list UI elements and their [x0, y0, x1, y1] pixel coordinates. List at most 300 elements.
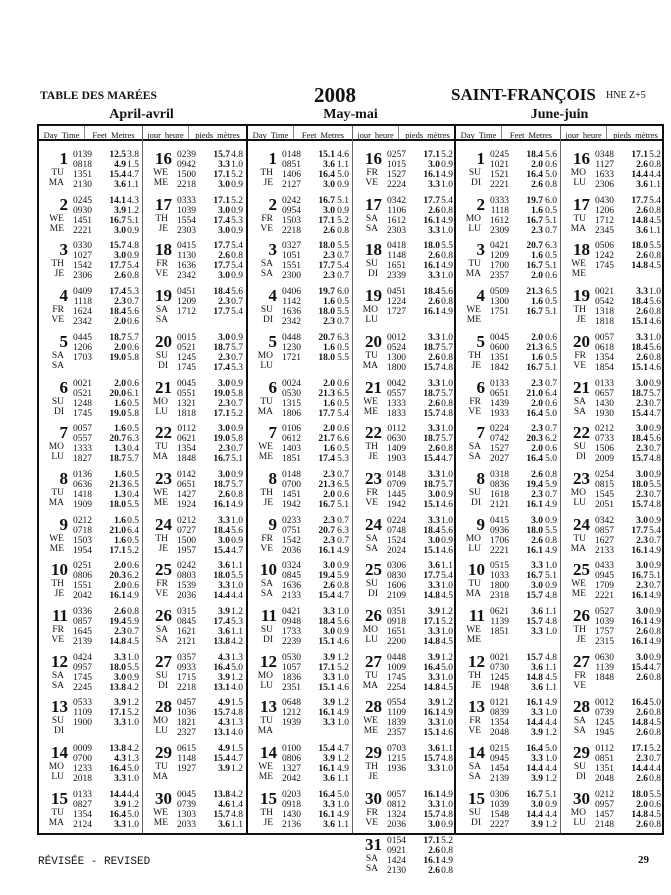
weekday-fr: LU	[51, 772, 64, 783]
day-number: 10	[468, 560, 485, 580]
tide-metres: 1.1	[545, 607, 557, 617]
tide-metres: 0.8	[441, 845, 453, 856]
tide-time: 1457	[595, 809, 614, 820]
day-entry	[248, 421, 352, 473]
day-number: 20	[155, 331, 172, 351]
tide-time: 2224	[387, 180, 406, 190]
tide-row	[588, 637, 661, 647]
tide-metres: 4.5	[649, 809, 661, 820]
tide-feet: 16.4	[526, 454, 543, 465]
header-time: heure	[374, 130, 394, 140]
tide-metres: 5.1	[337, 499, 349, 510]
day-number: 17	[573, 194, 590, 214]
tide-time: 1542	[73, 261, 92, 272]
tide-time: 1209	[177, 297, 196, 308]
weekday-en: TH	[260, 168, 273, 178]
tide-metres: 0.7	[649, 754, 661, 765]
tide-feet: 16.1	[423, 261, 440, 272]
tide-metres: 0.6	[127, 561, 139, 572]
tide-metres: 0.6	[337, 378, 349, 389]
tide-feet: 3.0	[636, 424, 648, 435]
month-block	[39, 126, 246, 833]
weekday-fr: LU	[51, 452, 64, 463]
tide-row	[380, 500, 453, 510]
tide-time: 1333	[73, 444, 92, 455]
tide-time: 2309	[490, 225, 509, 236]
tide-metres: 4.9	[545, 499, 557, 510]
tide-metres: 1.1	[649, 180, 661, 190]
tide-feet: 17.1	[631, 150, 648, 160]
tide-metres: 5.6	[127, 307, 139, 318]
tide-feet: 3.6	[323, 819, 335, 830]
tide-time: 0818	[73, 160, 92, 170]
tide-feet: 3.3	[428, 225, 440, 236]
tide-row	[170, 500, 243, 510]
tide-row	[380, 170, 453, 180]
tide-row	[170, 663, 243, 673]
tide-row	[380, 790, 453, 800]
weekday-en: WE	[258, 442, 273, 453]
tide-time: 0851	[595, 754, 614, 765]
tide-row	[588, 764, 661, 774]
tide-time: 1039	[177, 205, 196, 216]
tide-time: 1727	[387, 307, 406, 318]
tide-time: 0615	[177, 744, 196, 755]
tide-row	[275, 683, 349, 693]
tide-feet: 17.4	[213, 215, 230, 226]
tide-row	[483, 698, 557, 708]
tide-time: 1733	[282, 627, 301, 637]
weekday-en: WE	[571, 259, 586, 270]
header-day: Day	[43, 130, 58, 140]
tide-feet: 16.1	[631, 545, 648, 556]
day-entry	[248, 695, 352, 747]
tide-time: 1633	[595, 170, 614, 180]
header-day: Day	[460, 130, 475, 140]
weekday-en: TU	[573, 213, 586, 224]
weekday-en: TH	[365, 762, 378, 773]
tide-time: 1745	[73, 672, 92, 683]
tide-metres: 1.0	[441, 378, 453, 389]
tide-feet: 16.4	[423, 662, 440, 673]
tide-time: 2036	[387, 819, 406, 830]
tide-row	[483, 399, 557, 409]
tide-row	[275, 379, 349, 389]
tide-row	[588, 790, 661, 800]
tide-metres: 0.7	[231, 398, 243, 409]
tide-time: 1206	[595, 205, 614, 216]
tide-feet: 3.3	[218, 581, 230, 592]
weekday-fr: VE	[573, 360, 586, 371]
tide-time: 0948	[282, 617, 301, 627]
tide-time: 0636	[73, 479, 92, 490]
tide-metres: 0.7	[649, 535, 661, 546]
tide-feet: 20.3	[109, 571, 126, 582]
weekday-fr: ME	[363, 406, 378, 417]
tide-row	[588, 754, 661, 764]
tide-feet: 16.7	[526, 789, 543, 800]
tide-feet: 15.7	[213, 150, 230, 160]
tide-feet: 17.7	[423, 571, 440, 582]
tide-feet: 1.6	[531, 251, 543, 262]
tide-row	[275, 343, 349, 353]
tide-metres: 5.5	[649, 241, 661, 252]
tide-metres: 1.4	[231, 799, 243, 810]
tide-row	[380, 836, 453, 846]
tide-row	[588, 470, 661, 480]
weekday-fr: SA	[260, 589, 273, 600]
tide-time: 0421	[282, 607, 301, 617]
header-metres: mètres	[427, 130, 450, 140]
tide-row	[66, 754, 139, 764]
tide-time: 2018	[73, 774, 92, 785]
tide-feet: 16.4	[318, 789, 335, 800]
tide-time: 0133	[73, 789, 92, 800]
tide-row	[483, 810, 557, 820]
tide-feet: 17.1	[318, 215, 335, 226]
tide-metres: 5.7	[441, 479, 453, 490]
tide-time: 0651	[177, 479, 196, 490]
tide-time: 0333	[177, 195, 196, 206]
day-number: 2	[59, 194, 68, 214]
tide-time: 1445	[387, 489, 406, 500]
tide-metres: 5.7	[649, 388, 661, 399]
tide-row	[380, 307, 453, 317]
tide-time: 1651	[387, 627, 406, 637]
tide-row	[588, 810, 661, 820]
weekday-en: MO	[152, 396, 168, 407]
tide-time: 1109	[73, 708, 92, 719]
tide-row	[380, 800, 453, 810]
tide-feet: 2.0	[531, 444, 543, 455]
tide-time: 0827	[73, 799, 92, 810]
day-entry	[143, 284, 246, 336]
tide-time: 0224	[490, 424, 509, 435]
header-feet: Feet	[92, 130, 108, 140]
tide-metres: 4.7	[337, 744, 349, 755]
day-entry	[143, 695, 246, 747]
tide-metres: 0.7	[649, 398, 661, 409]
tide-metres: 5.7	[441, 388, 453, 399]
tide-metres: 1.0	[441, 718, 453, 729]
header-day-time	[39, 126, 85, 139]
weekday-en: SU	[260, 305, 273, 316]
tide-time: 2327	[177, 728, 196, 739]
tide-time: 2303	[387, 225, 406, 236]
tide-row	[483, 708, 557, 718]
tide-time: 0839	[490, 708, 509, 719]
tide-feet: 15.7	[109, 241, 126, 252]
tide-metres: 1.3	[231, 718, 243, 729]
tide-row	[275, 526, 349, 536]
tide-metres: 0.9	[231, 424, 243, 435]
tide-feet: 2.3	[218, 297, 230, 308]
weekday-fr: LU	[365, 635, 378, 645]
tide-time: 2303	[177, 225, 196, 236]
weekday-fr: MA	[152, 452, 168, 463]
tide-metres: 4.8	[545, 617, 557, 627]
tide-row	[380, 226, 453, 236]
day-number: 5	[476, 331, 485, 351]
tide-row	[66, 683, 139, 693]
tide-metres: 4.6	[441, 545, 453, 556]
weekday-en: SU	[468, 807, 481, 818]
tide-time: 2133	[595, 545, 614, 556]
tide-row	[588, 353, 661, 363]
tide-time: 1324	[387, 809, 406, 820]
tide-feet: 4.9	[114, 160, 126, 170]
tide-feet: 2.3	[323, 535, 335, 546]
tide-row	[483, 683, 557, 693]
tide-metres: 0.9	[337, 627, 349, 637]
tide-metres: 4.9	[649, 591, 661, 602]
day-entry	[353, 284, 456, 336]
tide-metres: 5.5	[127, 499, 139, 510]
tide-feet: 18.4	[213, 525, 230, 536]
weekday-en: FR	[574, 670, 586, 681]
day-entry	[248, 284, 352, 336]
day-entry	[248, 467, 352, 519]
day-number: 25	[573, 560, 590, 580]
tide-metres: 4.9	[441, 215, 453, 226]
tide-row	[588, 434, 661, 444]
tide-row	[483, 536, 557, 546]
tide-row	[66, 379, 139, 389]
weekday-en: SU	[155, 670, 168, 681]
tide-row	[483, 581, 557, 591]
tide-time: 2218	[177, 180, 196, 190]
tide-time: 0739	[595, 708, 614, 719]
tide-feet: 16.7	[109, 215, 126, 226]
tide-row	[66, 571, 139, 581]
tide-metres: 0.5	[337, 398, 349, 409]
tide-metres: 1.3	[231, 652, 243, 663]
tide-metres: 0.8	[337, 225, 349, 236]
weekday-en: MO	[362, 305, 378, 316]
tide-time: 0751	[282, 525, 301, 536]
tide-row	[483, 728, 557, 738]
tide-row	[170, 287, 243, 297]
tide-feet: 17.1	[318, 662, 335, 673]
weekday-fr: ME	[571, 269, 586, 280]
tide-metres: 4.7	[231, 754, 243, 765]
tide-feet: 16.4	[526, 744, 543, 755]
weekday-fr: JE	[263, 178, 273, 188]
tide-metres: 0.5	[545, 251, 557, 262]
tide-row	[170, 180, 243, 190]
tide-feet: 19.0	[109, 408, 126, 419]
tide-feet: 3.3	[428, 672, 440, 683]
tide-feet: 3.6	[636, 180, 648, 190]
tide-time: 1539	[177, 581, 196, 592]
weekday-en: TU	[468, 579, 481, 590]
tide-row	[170, 744, 243, 754]
tide-feet: 2.6	[636, 708, 648, 719]
tide-feet: 20.3	[526, 434, 543, 445]
day-entry	[39, 284, 142, 336]
tide-feet: 15.7	[423, 754, 440, 765]
weekday-fr: DI	[262, 635, 273, 645]
tide-time: 0212	[73, 515, 92, 526]
tide-metres: 0.9	[231, 180, 243, 190]
tide-row	[170, 790, 243, 800]
tide-metres: 6.5	[545, 287, 557, 298]
tide-metres: 1.1	[649, 225, 661, 236]
tide-time: 1757	[595, 627, 614, 637]
tide-metres: 0.8	[545, 180, 557, 190]
tide-feet: 2.3	[531, 489, 543, 500]
day-entry	[456, 238, 560, 290]
weekday-fr: MA	[257, 406, 273, 417]
tide-feet: 3.0	[428, 535, 440, 546]
tide-metres: 4.8	[649, 499, 661, 510]
tide-feet: 16.1	[423, 307, 440, 318]
tide-time: 1051	[282, 251, 301, 262]
tide-feet: 1.6	[114, 469, 126, 480]
tide-row	[66, 444, 139, 454]
day-number: 1	[476, 149, 485, 168]
tide-metres: 0.5	[337, 444, 349, 455]
tide-feet: 16.1	[631, 617, 648, 627]
tide-row	[483, 206, 557, 216]
tide-row	[66, 516, 139, 526]
tide-feet: 2.6	[428, 845, 440, 856]
tide-metres: 4.9	[441, 307, 453, 318]
tide-row	[66, 333, 139, 343]
tide-feet: 4.3	[114, 754, 126, 765]
tide-metres: 0.8	[649, 672, 661, 683]
tide-time: 2300	[282, 271, 301, 282]
tide-time: 1245	[490, 672, 509, 683]
tide-time: 0245	[490, 150, 509, 160]
tide-row	[380, 637, 453, 647]
day-entry	[248, 330, 352, 382]
tide-metres: 1.0	[337, 718, 349, 729]
tide-row	[275, 571, 349, 581]
tide-time: 1612	[387, 215, 406, 226]
tide-time: 0806	[73, 571, 92, 582]
weekday-en: WE	[153, 168, 168, 178]
tide-feet: 3.9	[114, 205, 126, 216]
tide-row	[483, 800, 557, 810]
tide-feet: 2.3	[323, 469, 335, 480]
tide-feet: 3.0	[636, 515, 648, 526]
tide-metres: 5.2	[231, 408, 243, 419]
tide-feet: 2.0	[531, 332, 543, 343]
weekday-fr: JE	[263, 497, 273, 508]
tide-metres: 4.4	[127, 789, 139, 800]
tide-row	[275, 790, 349, 800]
tide-metres: 1.0	[127, 819, 139, 830]
tide-metres: 5.2	[231, 195, 243, 206]
tide-feet: 2.6	[428, 398, 440, 409]
day-number: 26	[155, 606, 172, 625]
tide-row	[588, 241, 661, 251]
tide-row	[588, 536, 661, 546]
tide-metres: 4.9	[337, 708, 349, 719]
tide-feet: 3.3	[636, 287, 648, 298]
tide-row	[380, 764, 453, 774]
day-number: 8	[476, 468, 485, 488]
tide-time: 1454	[490, 764, 509, 775]
tide-feet: 16.4	[526, 408, 543, 419]
weekday-fr: ME	[466, 635, 481, 645]
tide-row	[275, 627, 349, 637]
tide-row	[588, 226, 661, 236]
tide-feet: 16.1	[631, 637, 648, 647]
tide-feet: 17.7	[318, 408, 335, 419]
tide-feet: 3.9	[323, 754, 335, 765]
tide-feet: 3.0	[218, 225, 230, 236]
weekday-fr: SA	[155, 315, 168, 326]
tide-feet: 3.6	[218, 561, 230, 572]
tide-metres: 0.8	[231, 489, 243, 500]
tide-time: 2036	[177, 591, 196, 602]
tide-metres: 1.0	[441, 424, 453, 435]
day-number: 2	[268, 194, 277, 214]
tide-metres: 4.9	[127, 591, 139, 602]
tide-metres: 0.8	[649, 251, 661, 262]
tide-metres: 0.7	[231, 297, 243, 308]
tide-time: 0718	[73, 525, 92, 536]
day-number: 12	[51, 651, 68, 671]
tide-feet: 15.1	[631, 317, 648, 328]
tide-metres: 6.4	[545, 388, 557, 399]
tide-row	[588, 744, 661, 754]
tide-feet: 3.9	[323, 698, 335, 709]
tide-metres: 5.6	[337, 617, 349, 627]
tide-row	[588, 170, 661, 180]
tide-time: 1224	[387, 297, 406, 308]
tide-metres: 5.4	[231, 241, 243, 252]
tide-time: 1806	[282, 408, 301, 419]
tide-metres: 0.9	[231, 225, 243, 236]
tide-feet: 2.6	[636, 251, 648, 262]
tide-row	[170, 241, 243, 251]
day-entry	[561, 513, 664, 565]
tide-time: 1245	[595, 718, 614, 729]
tide-time: 0212	[595, 424, 614, 435]
weekday-en: FR	[469, 716, 481, 727]
tide-row	[66, 216, 139, 226]
tide-feet: 2.6	[636, 160, 648, 170]
tide-feet: 3.6	[531, 662, 543, 673]
tide-metres: 0.5	[545, 297, 557, 308]
tide-feet: 18.0	[631, 479, 648, 490]
tide-metres: 4.2	[127, 682, 139, 693]
weekday-fr: MA	[570, 223, 586, 234]
day-entry	[248, 513, 352, 565]
tide-metres: 0.9	[441, 819, 453, 830]
tide-time: 0021	[595, 287, 614, 298]
tide-feet: 1.6	[114, 398, 126, 409]
tide-row	[588, 774, 661, 784]
tide-metres: 5.1	[545, 362, 557, 373]
tide-row	[483, 261, 557, 271]
tide-row	[588, 800, 661, 810]
tide-feet: 3.9	[428, 698, 440, 709]
weekday-fr: DI	[157, 360, 168, 371]
tide-feet: 16.4	[318, 170, 335, 180]
tide-row	[275, 261, 349, 271]
tide-row	[483, 754, 557, 764]
day-entry	[143, 787, 246, 839]
tide-time: 2221	[490, 545, 509, 556]
day-number: 16	[365, 149, 382, 168]
tide-feet: 3.0	[428, 160, 440, 170]
day-entry	[143, 513, 246, 565]
tide-metres: 0.6	[337, 424, 349, 435]
